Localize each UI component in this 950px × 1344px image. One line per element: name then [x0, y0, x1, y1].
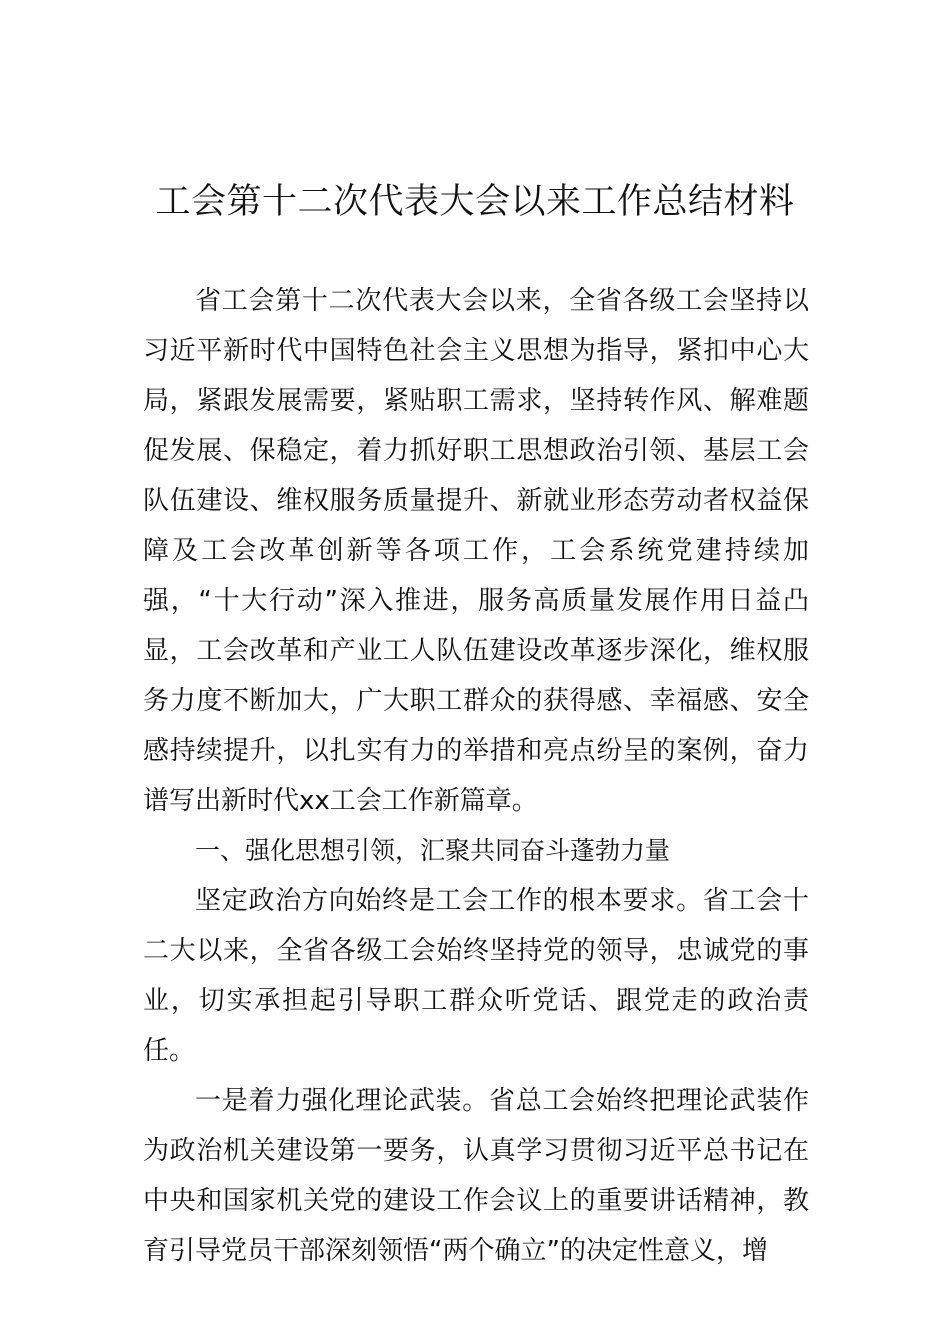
document-title: 工会第十二次代表大会以来工作总结材料: [155, 182, 795, 222]
document-body: [143, 276, 809, 1276]
section-heading: 一、强化思想引领，汇聚共同奋斗蓬勃力量: [195, 836, 671, 865]
point-paragraph: 一是着力强化理论武装。省总工会始终把理论武装作为政治机关建设第一要务，认真学习贯彻习近平总书记在中央和国家机关党的建设工作会议上的重要讲话精神，教育引导党员干部深刻领悟“两个确立”的决定性意义，增: [143, 1086, 809, 1266]
intro-paragraph: 省工会第十二次代表大会以来，全省各级工会坚持以习近平新时代中国特色社会主义思想为指导，紧扣中心大局，紧跟发展需要，紧贴职工需求，坚持转作风、解难题促发展、保稳定，着力抓好职工思想政治引领、基层工会队伍建设、维权服务质量提升、新就业形态劳动者权益保障及工会改革创新等各项工作，工会系统党建持续加强，“十大行动”深入推进，服务高质量发展作用日益凸显，工会改革和产业工人队伍建设改革逐步深化，维权服务力度不断加大，广大职工群众的获得感、幸福感、安全感持续提升，以扎实有力的举措和亮点纷呈的案例，奋力谱写出新时代xx工会工作新篇章。: [143, 286, 809, 816]
section-paragraph: 坚定政治方向始终是工会工作的根本要求。省工会十二大以来，全省各级工会始终坚持党的领导，忠诚党的事业，切实承担起引导职工群众听党话、跟党走的政治责任。: [143, 886, 809, 1066]
